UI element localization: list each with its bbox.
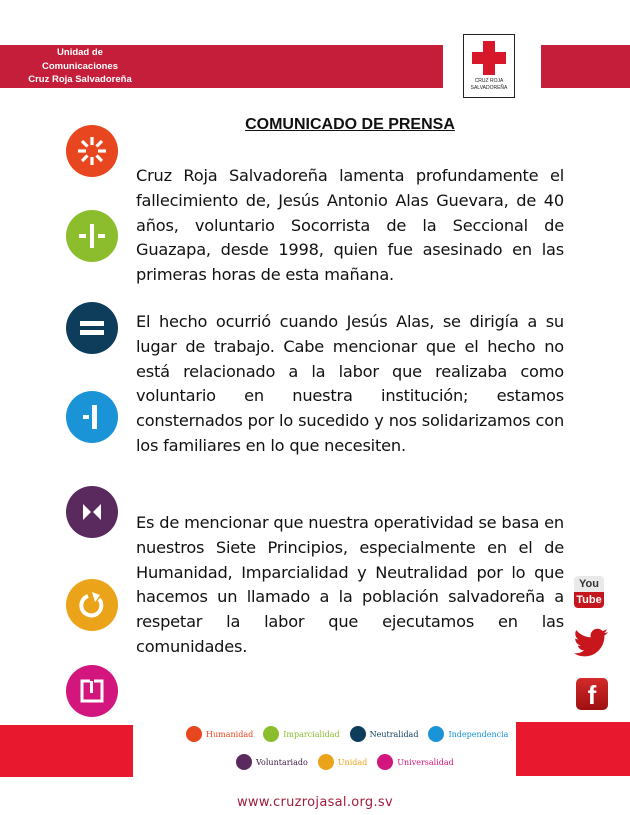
neutralidad-icon <box>350 726 366 742</box>
unidad-icon <box>318 754 334 770</box>
footer-red-bar-left <box>0 725 133 777</box>
footer-principle-label: Unidad <box>337 757 368 767</box>
footer-principle-imparcialidad <box>263 726 339 742</box>
independencia-icon <box>66 391 118 443</box>
page-title: COMUNICADO DE PRENSA <box>245 116 455 133</box>
paragraph-1: Cruz Roja Salvadoreña lamenta profundamente el fallecimiento de, Jesús Antonio Alas Guevara, de 40 años, voluntario Socorrista de la Seccional de Guazapa, desde 1998, quien fue asesinado en las primeras horas de esta mañana. <box>136 166 564 285</box>
website-link[interactable]: www.cruzrojasal.org.sv <box>237 795 393 810</box>
footer-principle-unidad <box>318 754 367 770</box>
header-unit-line2: Comunicaciones <box>41 60 119 72</box>
footer-principle-label: Voluntariado <box>256 757 308 767</box>
footer-red-bar-right <box>516 722 630 776</box>
header-unit-line1: Unidad de <box>57 47 103 58</box>
footer-principle-label: Universalidad <box>397 757 454 767</box>
twitter-icon[interactable] <box>574 628 608 664</box>
facebook-icon[interactable]: f <box>576 678 608 710</box>
footer-principles-row-2 <box>236 754 486 770</box>
unidad-icon <box>66 579 118 631</box>
youtube-tube-text: Tube <box>574 592 604 608</box>
voluntariado-icon <box>66 486 118 538</box>
footer-principle-label: Imparcialidad <box>283 729 340 739</box>
footer-principle-neutralidad <box>350 726 419 742</box>
footer-principle-universalidad <box>377 754 454 770</box>
footer-principle-label: Humanidad <box>206 729 254 739</box>
footer-principle-independencia <box>428 726 508 742</box>
logo-line2: SALVADOREÑA <box>470 84 508 91</box>
paragraph-3: Es de mencionar que nuestra operatividad se basa en nuestros Siete Principios, especialmente en el de Humanidad, Imparcialidad y Neutralidad por lo que hacemos un llamado a la población salvadoreña a respetar la labor que ejecutamos en las comunidades. <box>136 513 564 656</box>
header-red-bar-right <box>541 45 630 88</box>
footer-principle-voluntariado <box>236 754 308 770</box>
footer-principles <box>186 726 509 770</box>
imparcialidad-icon <box>263 726 279 742</box>
universalidad-icon <box>377 754 393 770</box>
youtube-you-text: You <box>574 576 604 592</box>
footer-principle-label: Neutralidad <box>369 729 419 739</box>
header-unit-line3: Cruz Roja Salvadoreña <box>28 74 132 85</box>
independencia-icon <box>428 726 444 742</box>
neutralidad-icon <box>66 302 118 354</box>
youtube-icon[interactable] <box>574 576 608 608</box>
humanidad-icon <box>66 125 118 177</box>
footer-principle-label: Independencia <box>448 729 509 739</box>
humanidad-icon <box>186 726 202 742</box>
footer-principle-humanidad <box>186 726 253 742</box>
header-unit-label <box>20 46 140 87</box>
red-cross-logo <box>463 34 515 98</box>
paragraph-2: El hecho ocurrió cuando Jesús Alas, se dirigía a su lugar de trabajo. Cabe mencionar que el hecho no está relacionado a la labor que realizaba como voluntario en nuestra institución; estamos consternados por lo sucedido y nos solidarizamos con los familiares en lo que necesiten. <box>136 312 564 455</box>
red-cross-icon-bar <box>472 52 506 64</box>
logo-text <box>464 78 514 91</box>
footer-principles-row-1 <box>186 726 509 742</box>
voluntariado-icon <box>236 754 252 770</box>
imparcialidad-icon <box>66 210 118 262</box>
logo-line1: CRUZ ROJA <box>474 78 504 84</box>
universalidad-icon <box>66 665 118 717</box>
